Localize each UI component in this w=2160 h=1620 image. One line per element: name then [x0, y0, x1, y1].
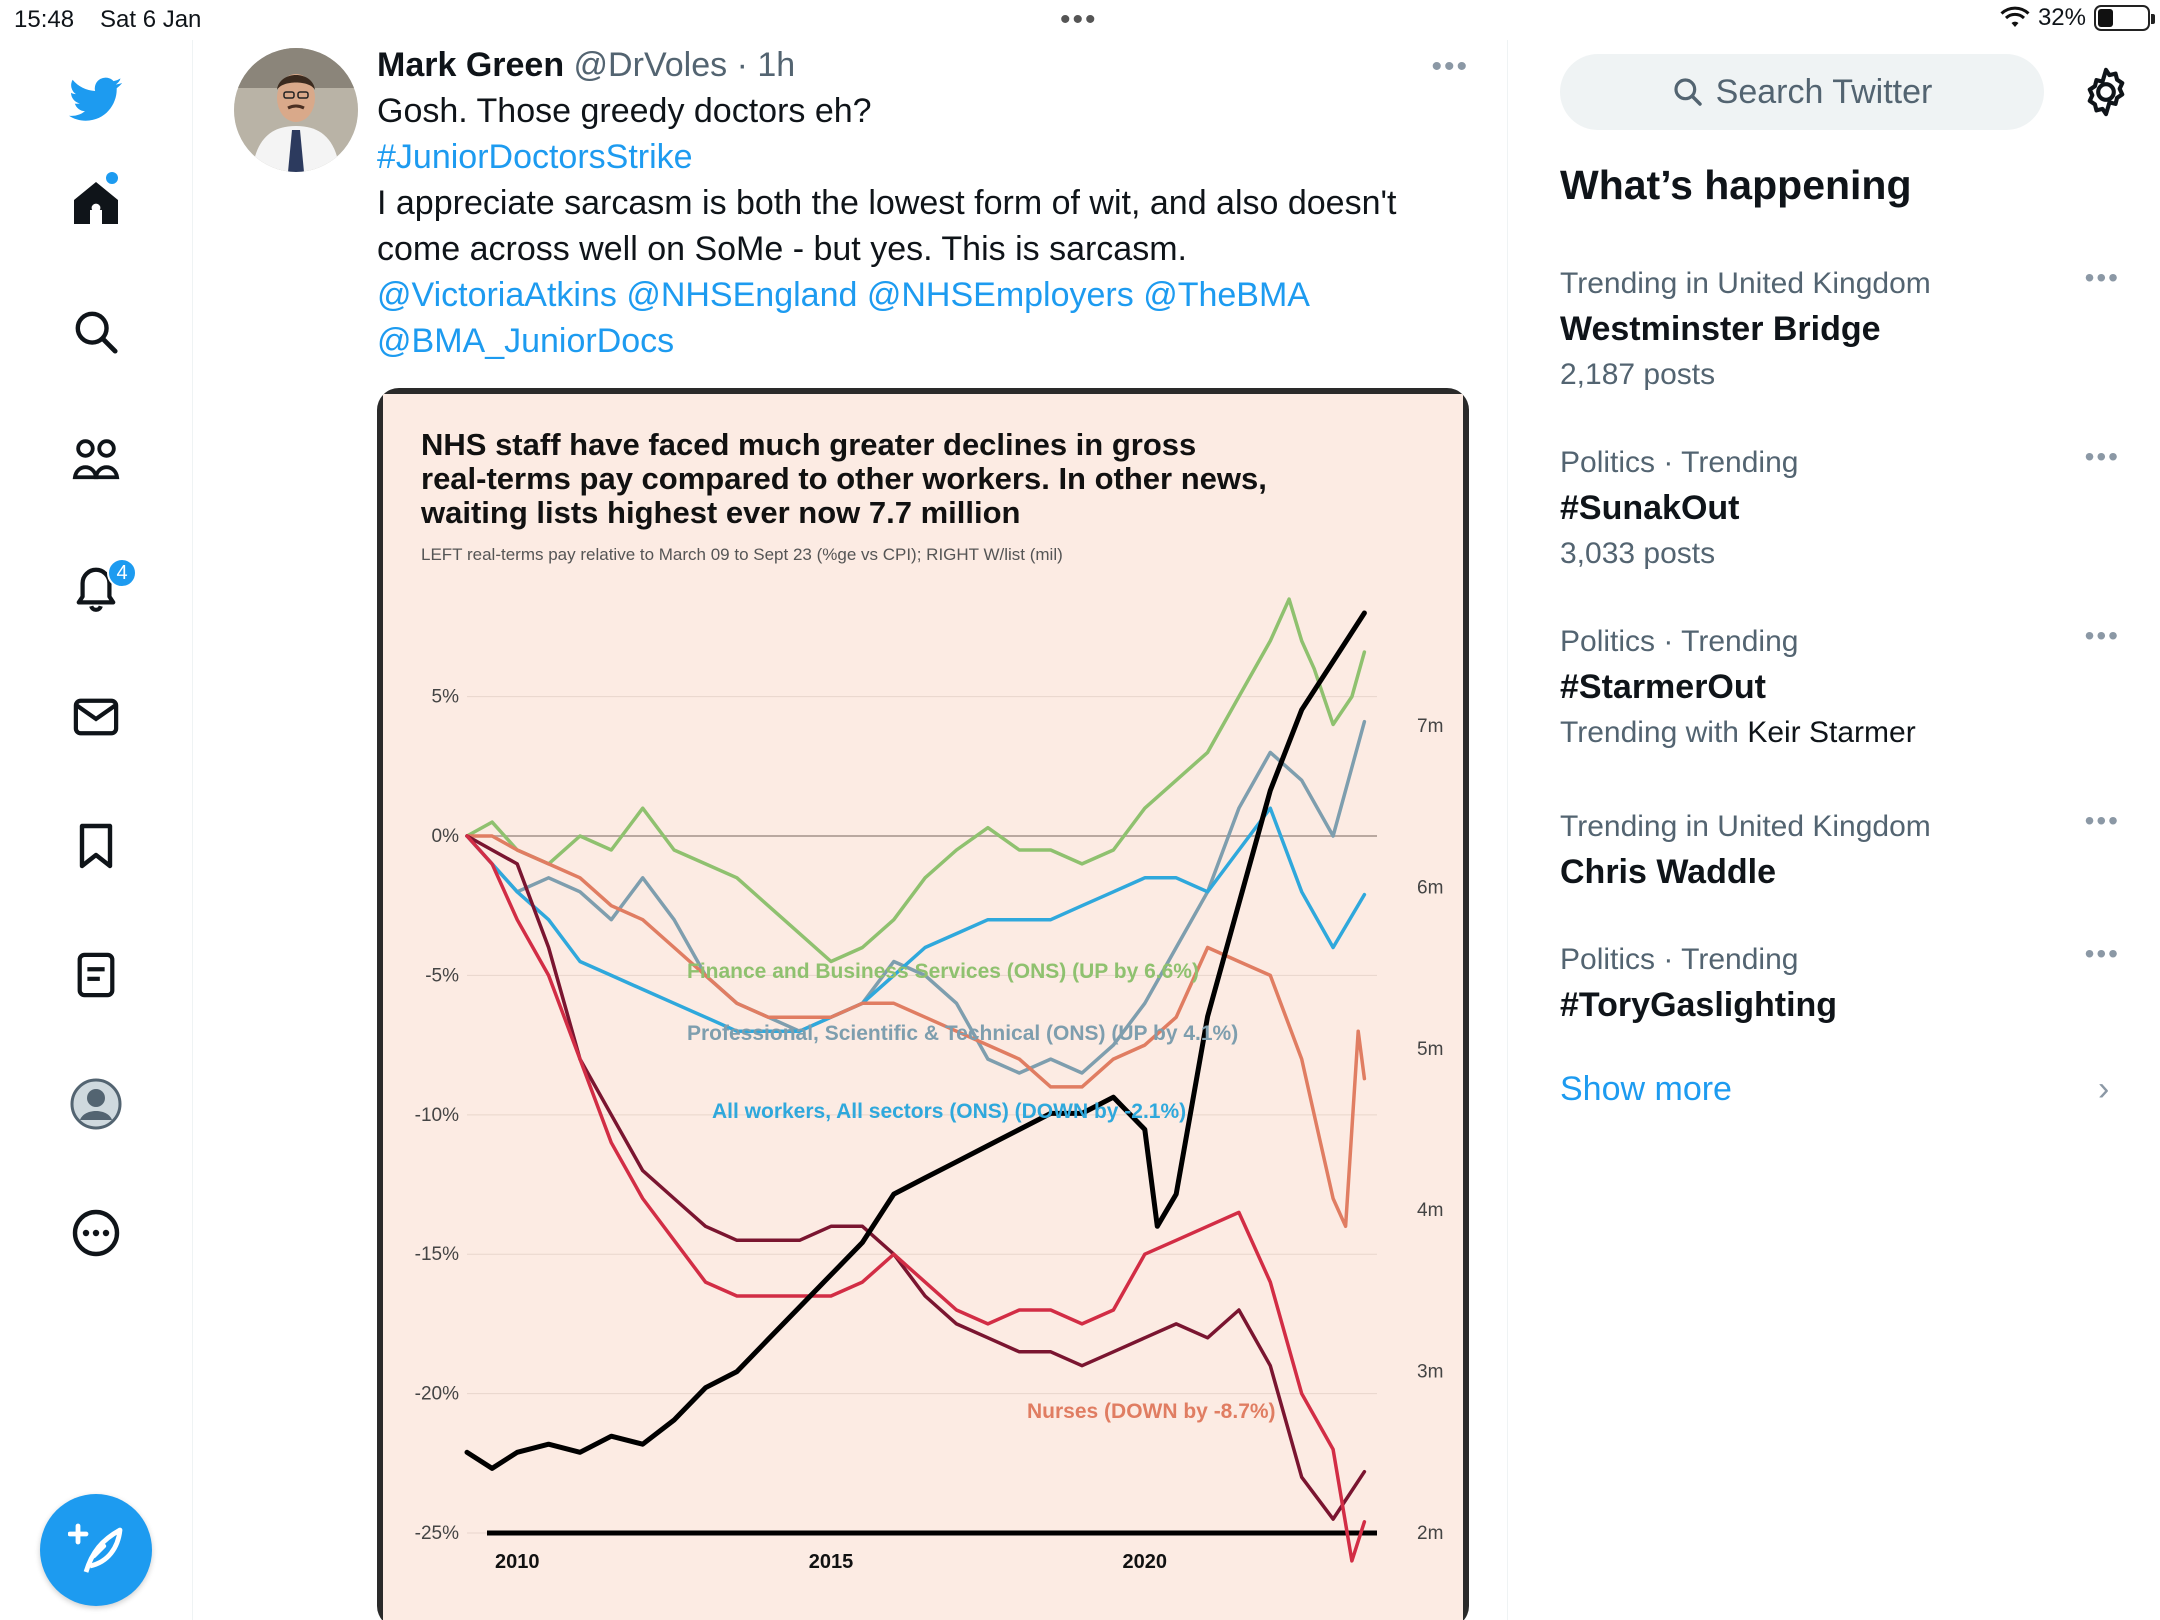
chart — [377, 388, 1469, 1620]
x-tick-label: 2010 — [494, 1551, 540, 1573]
twitter-logo-icon[interactable] — [66, 70, 126, 130]
trend-title: Westminster Bridge — [1560, 310, 1881, 348]
trend-title: Chris Waddle — [1560, 853, 1776, 891]
nav-explore-icon[interactable] — [66, 302, 126, 362]
trend-item[interactable] — [1560, 620, 2120, 756]
left-nav — [0, 40, 193, 1620]
left-tick-label: -25% — [414, 1523, 459, 1544]
trend-related-prefix: Trending with — [1560, 716, 1748, 749]
trend-context: Trending in United Kingdom — [1560, 267, 1931, 300]
trend-title: #ToryGaslighting — [1560, 986, 1838, 1024]
trend-more-icon[interactable]: ••• — [2084, 938, 2120, 969]
search-input[interactable] — [1560, 54, 2044, 130]
right-tick-label: 3m — [1417, 1361, 1444, 1383]
chevron-right-icon[interactable]: › — [2098, 1070, 2110, 1108]
trend-item[interactable] — [1560, 441, 2120, 577]
chart-annotation: Professional, Scientific & Technical (ONS) (UP by 4.1%) — [687, 1022, 1239, 1045]
show-more-link[interactable]: Show more — [1560, 1070, 1732, 1108]
left-tick-label: 5% — [431, 686, 459, 708]
settings-gear-icon[interactable] — [2080, 66, 2132, 118]
chart-annotation: Nurses (DOWN by -8.7%) — [1027, 1400, 1276, 1423]
trend-context: Politics · Trending — [1560, 446, 1799, 479]
nav-messages-icon[interactable] — [66, 687, 126, 747]
right-tick-label: 6m — [1417, 877, 1444, 899]
chart-title-line: NHS staff have faced much greater declines in gross — [421, 427, 1197, 462]
tweet-media-chart[interactable] — [377, 388, 1469, 1620]
tweet-author-avatar[interactable] — [234, 48, 358, 172]
battery-fill — [2098, 9, 2113, 27]
tweet-line: come across well on SoMe - but yes. This is sarcasm. — [377, 230, 1187, 268]
mention-link[interactable]: @TheBMA — [1143, 276, 1310, 314]
trend-title: #StarmerOut — [1560, 668, 1766, 706]
left-tick-label: -5% — [425, 965, 459, 987]
right-tick-label: 2m — [1417, 1523, 1444, 1544]
trend-context: Politics · Trending — [1560, 943, 1799, 976]
nav-home-icon[interactable] — [66, 173, 126, 233]
tweet-more-icon[interactable]: ••• — [1431, 50, 1469, 83]
left-tick-label: -20% — [414, 1383, 459, 1405]
nav-bookmarks-icon[interactable] — [66, 816, 126, 876]
notifications-badge: 4 — [107, 558, 137, 588]
chart-background — [383, 394, 1463, 1620]
multitasking-dots-icon[interactable]: ••• — [1060, 3, 1098, 36]
status-bar — [0, 0, 2160, 40]
tweet-text — [377, 88, 1477, 364]
chart-annotation: Finance and Business Services (ONS) (UP by 6.6%) — [687, 960, 1199, 983]
chart-annotation: All workers, All sectors (ONS) (DOWN by -2.1%) — [712, 1100, 1187, 1123]
mention-link[interactable]: @NHSEngland — [626, 276, 858, 314]
compose-tweet-button[interactable] — [40, 1494, 152, 1606]
nav-lists-icon[interactable] — [66, 945, 126, 1005]
mention-link[interactable]: @NHSEmployers — [866, 276, 1134, 314]
left-tick-label: 0% — [431, 826, 459, 848]
chart-subtitle: LEFT real-terms pay relative to March 09 to Sept 23 (%ge vs CPI); RIGHT W/list (mil) — [421, 545, 1063, 564]
trend-item[interactable] — [1560, 262, 2120, 398]
right-sidebar — [1510, 40, 2160, 1620]
trend-post-count: 2,187 posts — [1560, 358, 1716, 391]
status-date: Sat 6 Jan — [100, 6, 202, 33]
tweet-time[interactable]: · 1h — [736, 46, 796, 84]
tweet-line: I appreciate sarcasm is both the lowest form of wit, and also doesn't — [377, 184, 1397, 222]
tweet-header — [377, 42, 795, 88]
timeline — [194, 40, 1508, 1620]
nav-profile-avatar[interactable] — [66, 1074, 126, 1134]
search-icon — [1672, 76, 1704, 108]
x-tick-label: 2020 — [1122, 1551, 1168, 1573]
author-handle[interactable]: @DrVoles — [573, 46, 728, 84]
trend-title: #SunakOut — [1560, 489, 1740, 527]
status-time: 15:48 — [14, 6, 75, 33]
author-name[interactable]: Mark Green — [377, 46, 565, 84]
battery-percent: 32% — [2037, 4, 2086, 31]
trend-post-count: 3,033 posts — [1560, 537, 1716, 570]
trend-related-name[interactable]: Keir Starmer — [1747, 716, 1916, 749]
whats-happening-title: What’s happening — [1560, 162, 1912, 208]
home-unread-dot — [106, 172, 118, 184]
compose-feather-icon — [68, 1522, 124, 1578]
mention-link[interactable]: @VictoriaAtkins — [377, 276, 617, 314]
status-indicators — [2000, 4, 2150, 32]
chart-title-line: waiting lists highest ever now 7.7 million — [421, 495, 1021, 530]
trend-more-icon[interactable]: ••• — [2084, 805, 2120, 836]
battery-icon — [2094, 5, 2150, 31]
tweet-line: Gosh. Those greedy doctors eh? — [377, 92, 872, 130]
trend-related — [1560, 710, 2120, 756]
left-tick-label: -15% — [414, 1244, 459, 1266]
hashtag-link[interactable]: #JuniorDoctorsStrike — [377, 138, 693, 176]
x-tick-label: 2015 — [808, 1551, 854, 1573]
right-tick-label: 7m — [1417, 715, 1444, 737]
trend-more-icon[interactable]: ••• — [2084, 262, 2120, 293]
trend-more-icon[interactable]: ••• — [2084, 620, 2120, 651]
search-placeholder: Search Twitter — [1715, 72, 1933, 111]
trend-item[interactable] — [1560, 805, 2120, 895]
nav-communities-icon[interactable] — [66, 430, 126, 490]
wifi-icon — [2000, 6, 2030, 30]
left-tick-label: -10% — [414, 1104, 459, 1126]
nav-more-icon[interactable] — [66, 1203, 126, 1263]
trend-more-icon[interactable]: ••• — [2084, 441, 2120, 472]
trend-item[interactable] — [1560, 938, 2120, 1028]
trend-context: Politics · Trending — [1560, 625, 1799, 658]
trend-context: Trending in United Kingdom — [1560, 810, 1931, 843]
right-tick-label: 4m — [1417, 1200, 1444, 1222]
right-tick-label: 5m — [1417, 1038, 1444, 1060]
mention-link[interactable]: @BMA_JuniorDocs — [377, 322, 675, 360]
chart-title-line: real-terms pay compared to other workers. In other news, — [421, 461, 1267, 496]
